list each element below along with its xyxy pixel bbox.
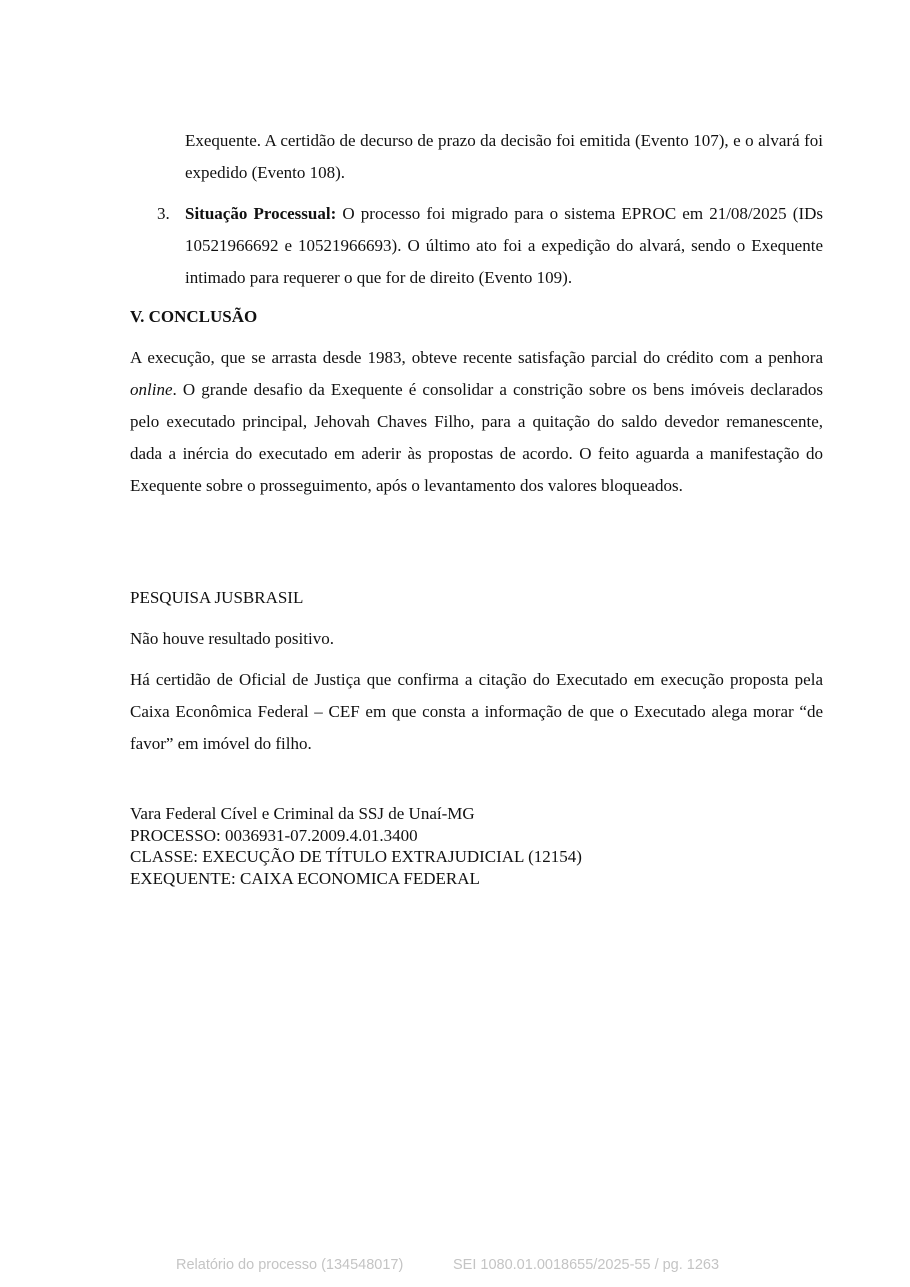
- jusbrasil-note: Há certidão de Oficial de Justiça que confirma a citação do Executado em execução proposta pela Caixa Econômica Federal – CEF em que consta a informação de que o Executado alega morar “de favor” em imóvel do filho.: [130, 670, 823, 753]
- item3-paragraph: [185, 198, 823, 294]
- footer-report: Relatório do processo (134548017): [176, 1257, 404, 1273]
- item3-text: O processo foi migrado para o sistema EPROC em 21/08/2025 (IDs 10521966692 e 10521966693). O último ato foi a expedição do alvará, sendo o Exequente intimado para requerer o que for de direito (Evento 109).: [185, 204, 824, 287]
- item2-continuation: Exequente. A certidão de decurso de prazo da decisão foi emitida (Evento 107), e o alvará foi expedido (Evento 108).: [185, 131, 823, 182]
- footer-sei-page: SEI 1080.01.0018655/2025-55 / pg. 1263: [453, 1257, 720, 1273]
- item3-label: Situação Processual:: [185, 204, 337, 223]
- item3-number: 3.: [157, 204, 170, 223]
- conclusion-text-italic: online: [130, 380, 173, 399]
- conclusion-paragraph: [130, 342, 823, 502]
- conclusion-text-before: A execução, que se arrasta desde 1983, obteve recente satisfação parcial do crédito com a penhora: [130, 348, 823, 367]
- jusbrasil-result: Não houve resultado positivo.: [130, 629, 334, 648]
- conclusion-text-after: . O grande desafio da Exequente é consolidar a constrição sobre os bens imóveis declarados pelo executado principal, Jehovah Chaves Filho, para a quitação do saldo devedor remanescente, dada a inércia do executado em aderir às propostas de acordo. O feito aguarda a manifestação do Exequente sobre o prosseguimento, após o levantamento dos valores bloqueados.: [130, 380, 823, 495]
- case-court: Vara Federal Cível e Criminal da SSJ de Unaí-MG: [130, 804, 475, 823]
- case-plaintiff: EXEQUENTE: CAIXA ECONOMICA FEDERAL: [130, 868, 480, 888]
- jusbrasil-heading: PESQUISA JUSBRASIL: [130, 588, 304, 607]
- conclusion-heading: V. CONCLUSÃO: [130, 307, 258, 326]
- case-class: CLASSE: EXECUÇÃO DE TÍTULO EXTRAJUDICIAL (12154): [130, 847, 582, 866]
- case-process-number: PROCESSO: 0036931-07.2009.4.01.3400: [130, 825, 418, 845]
- case-header: [130, 803, 582, 889]
